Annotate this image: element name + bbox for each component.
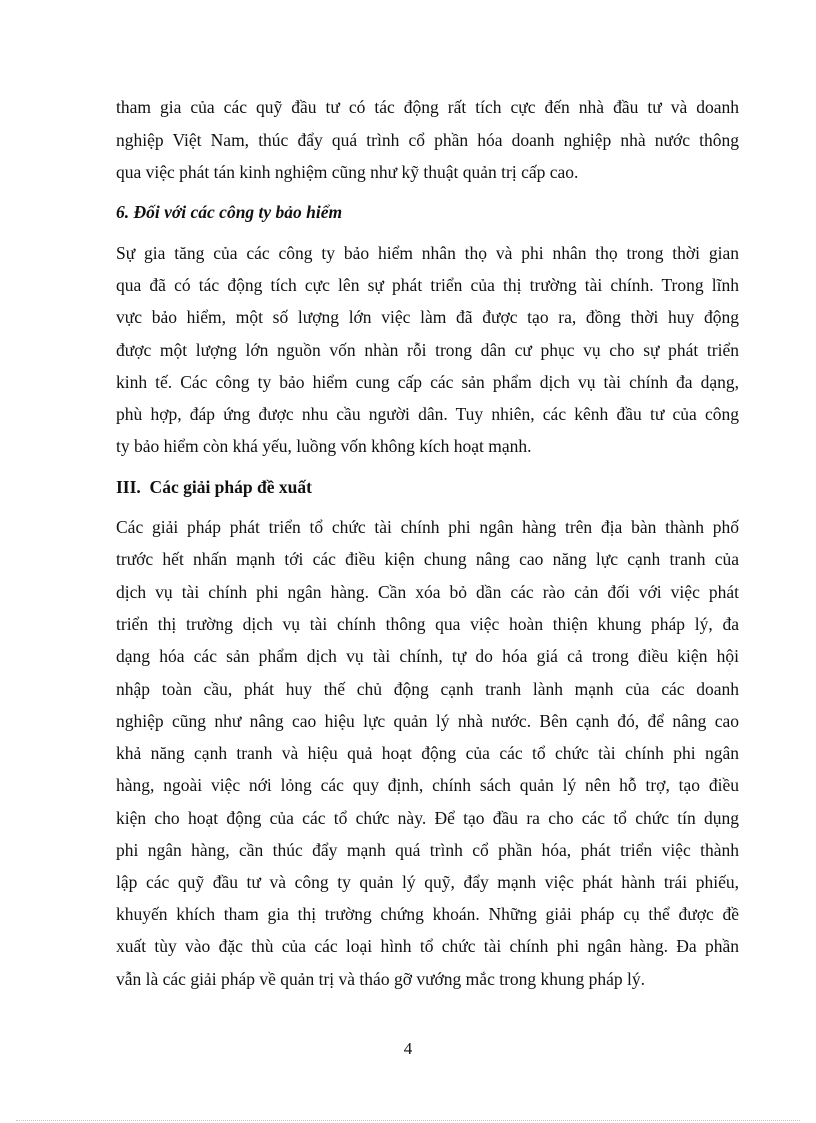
text-line: khả năng cạnh tranh và hiệu quả hoạt động của các tổ chức tài chính phi ngân xyxy=(116,743,739,763)
text-line: ty bảo hiểm còn khá yếu, luồng vốn không kích hoạt mạnh. xyxy=(116,436,532,456)
text-line: kiện cho hoạt động của các tổ chức này. Để tạo đầu ra cho các tổ chức tín dụng xyxy=(116,808,739,828)
page-break-divider xyxy=(16,1120,800,1121)
text-line: vực bảo hiểm, một số lượng lớn việc làm đã được tạo ra, đồng thời huy động xyxy=(116,307,739,327)
text-line: dịch vụ tài chính phi ngân hàng. Cần xóa bỏ dần các rào cản đối với việc phát xyxy=(116,582,739,602)
text-line: nghiệp Việt Nam, thúc đẩy quá trình cổ phần hóa doanh nghiệp nhà nước thông xyxy=(116,130,739,150)
text-line: xuất tùy vào đặc thù của các loại hình tổ chức tài chính phi ngân hàng. Đa phần xyxy=(116,936,739,956)
text-line: hàng, ngoài việc nới lỏng các quy định, chính sách quản lý nên hỗ trợ, tạo điều xyxy=(116,775,739,795)
text-line: kinh tế. Các công ty bảo hiểm cung cấp các sản phẩm dịch vụ tài chính đa dạng, xyxy=(116,372,739,392)
text-line: phù hợp, đáp ứng được nhu cầu người dân. Tuy nhiên, các kênh đầu tư của công xyxy=(116,404,739,424)
text-line: vẫn là các giải pháp về quản trị và tháo gỡ vướng mắc trong khung pháp lý. xyxy=(116,969,646,989)
text-line: lập các quỹ đầu tư và công ty quản lý quỹ, đẩy mạnh việc phát hành trái phiếu, xyxy=(116,872,739,892)
text-line: khuyến khích tham gia thị trường chứng khoán. Những giải pháp cụ thể được đề xyxy=(116,904,739,924)
text-line: Các giải pháp phát triển tổ chức tài chính phi ngân hàng trên địa bàn thành phố xyxy=(116,517,739,537)
text-line: qua đã có tác động tích cực lên sự phát triển của thị trường tài chính. Trong lĩnh xyxy=(116,275,739,295)
text-line: qua việc phát tán kinh nghiệm cũng như kỹ thuật quản trị cấp cao. xyxy=(116,162,579,182)
text-line: nghiệp cũng như nâng cao hiệu lực quản lý nhà nước. Bên cạnh đó, để nâng cao xyxy=(116,711,739,731)
text-line: phi ngân hàng, cần thúc đẩy mạnh quá trình cổ phần hóa, phát triển việc thành xyxy=(116,840,739,860)
text-line: tham gia của các quỹ đầu tư có tác động rất tích cực đến nhà đầu tư và doanh xyxy=(116,97,739,117)
page-number: 4 xyxy=(403,1039,413,1058)
text-line: được một lượng lớn nguồn vốn nhàn rỗi trong dân cư phục vụ cho sự phát triển xyxy=(116,340,739,360)
text-line: Sự gia tăng của các công ty bảo hiểm nhân thọ và phi nhân thọ trong thời gian xyxy=(116,243,739,263)
section-heading-6: 6. Đối với các công ty bảo hiểm xyxy=(116,202,343,222)
text-line: nhập toàn cầu, phát huy thế chủ động cạnh tranh lành mạnh của các doanh xyxy=(116,679,739,699)
section-heading-III: III. Các giải pháp đề xuất xyxy=(116,477,312,497)
text-line: trước hết nhấn mạnh tới các điều kiện chung nâng cao năng lực cạnh tranh của xyxy=(116,549,739,569)
text-line: triển thị trường dịch vụ tài chính thông qua việc hoàn thiện khung pháp lý, đa xyxy=(116,614,739,634)
text-line: dạng hóa các sản phẩm dịch vụ tài chính, tự do hóa giá cả trong điều kiện hội xyxy=(116,646,739,666)
